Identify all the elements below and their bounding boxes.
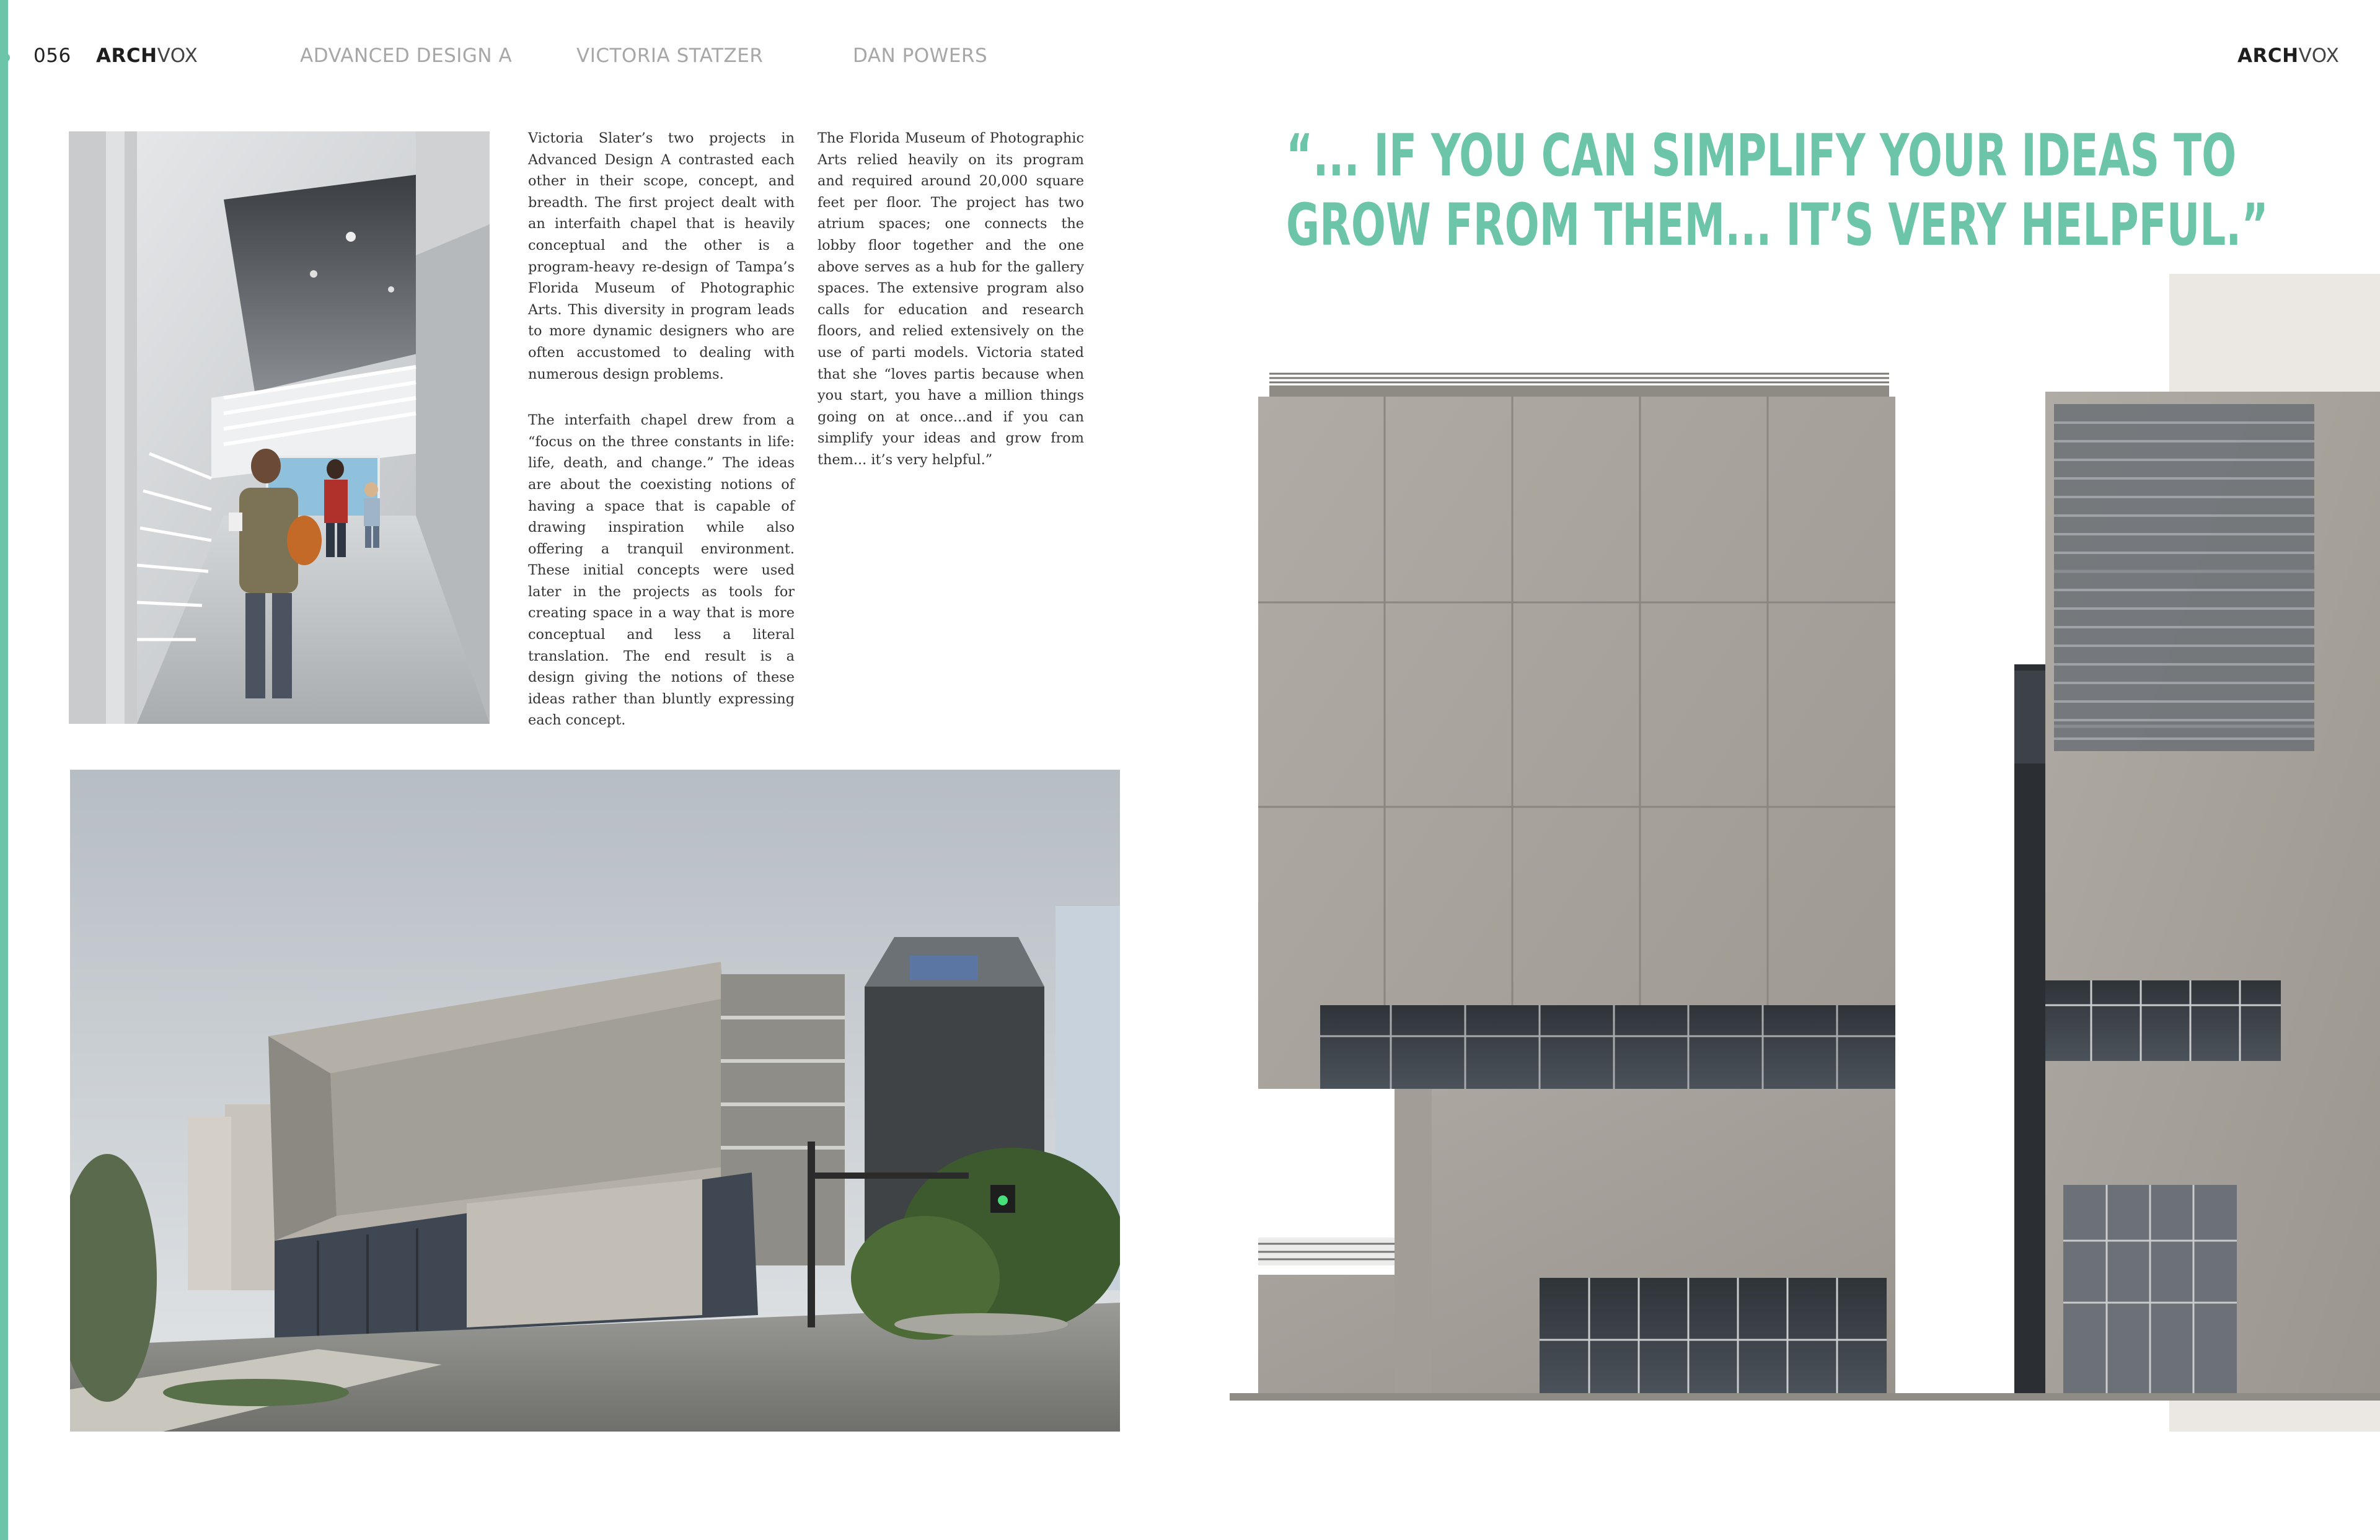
author-name-2: DAN POWERS	[853, 45, 988, 67]
author-name-1: VICTORIA STATZER	[576, 45, 764, 67]
brand-left-bold: ARCH	[96, 45, 157, 67]
museum-street-view-rendering	[70, 770, 1120, 1432]
page-number: 056	[33, 45, 71, 67]
pull-quote-line-1: “... IF YOU CAN SIMPLIFY YOUR IDEAS TO	[1286, 122, 2237, 190]
pull-quote	[1286, 121, 2268, 260]
brand-logo-right	[2237, 45, 2339, 67]
article-column-1	[528, 128, 795, 756]
brand-right-bold: ARCH	[2237, 45, 2299, 67]
brand-right-light: VOX	[2298, 45, 2340, 67]
pull-quote-line-2: GROW FROM THEM... IT’S VERY HELPFUL.”	[1286, 191, 2268, 259]
accent-bar	[0, 0, 8, 1540]
interior-atrium-rendering	[69, 131, 490, 724]
article-paragraph-3: The Florida Museum of Photographic Arts relied heavily on its program and required around 20,000 square feet per floor. The project has two atrium spaces; one connects the lobby floor together and the one above serves as a hub for the gallery spaces. The extensive program also calls for education and research floors, and relied extensively on the use of parti models. Victoria stated that she “loves partis because when you start, you have a million things going on at once...and if you can simplify your ideas and grow from them... it’s very helpful.”	[818, 130, 1084, 468]
article-paragraph-2: The interfaith chapel drew from a “focus on the three constants in life: life, death, and change.” The ideas are about the coexisting notions of having a space that is capable of drawing inspiration while also offering a tranquil environment. These initial concepts were used later in the projects as tools for creating space in a way that is more conceptual and less a literal translation. The end result is a design giving the notions of these ideas rather than bluntly expressing each concept.	[528, 412, 795, 729]
brand-left-light: VOX	[157, 45, 198, 67]
accent-dot	[1, 53, 10, 62]
section-title: ADVANCED DESIGN A	[300, 45, 513, 67]
brand-logo-left	[96, 45, 198, 67]
museum-facade-elevation	[1230, 274, 2380, 1432]
article-paragraph-1: Victoria Slater’s two projects in Advanced Design A contrasted each other in their scope, concept, and breadth. The first project dealt with an interfaith chapel that is heavily conceptual and the other is a program-heavy re-design of Tampa’s Florida Museum of Photographic Arts. This diversity in program leads to more dynamic designers who are often accustomed to dealing with numerous design problems.	[528, 130, 795, 382]
article-column-2	[818, 128, 1084, 496]
